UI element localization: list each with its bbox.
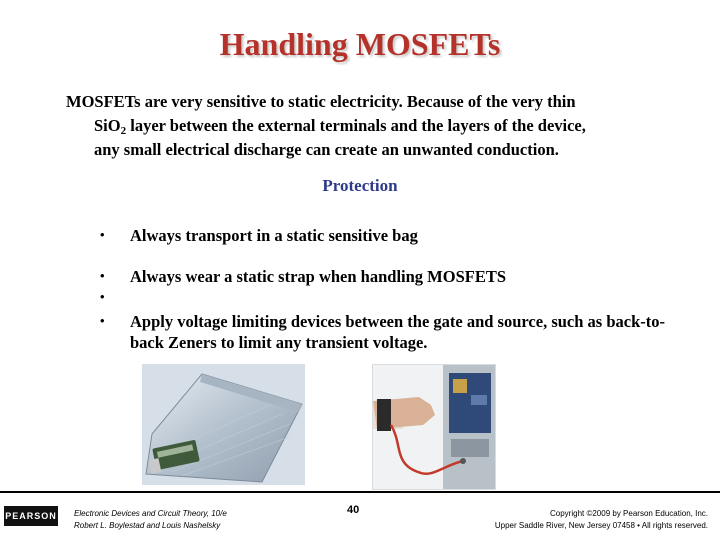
static-bag-photo [142,364,305,485]
intro-o: O [107,116,121,135]
protection-heading: Protection [322,176,398,195]
copyright-line-2: Upper Saddle River, New Jersey 07458 • All rights reserved. [494,521,708,530]
intro-subscript: 2 [120,125,127,137]
bullet-marker: • [100,227,105,242]
intro-line-2-rest: layer between the external terminals and the layers of the device, [126,116,586,135]
bullet-marker: • [100,289,105,304]
intro-line-2 [66,114,666,138]
book-citation [74,508,227,532]
pearson-logo: PEARSON [4,506,58,526]
bullet-static-strap: Always wear a static strap when handling MOSFETS [130,267,507,286]
static-strap-photo [372,364,496,490]
intro-line-3: any small electrical discharge can create an unwanted conduction. [94,140,559,159]
bullet-voltage-limiting: Apply voltage limiting devices between the gate and source, such as back-to-back Zeners to limit any transient voltage. [130,312,666,352]
bullet-static-bag: Always transport in a static sensitive bag [130,226,418,245]
intro-si: Si [94,116,108,135]
copyright-line-1: Copyright ©2009 by Pearson Education, Inc. [550,509,708,518]
static-strap-illustration [373,365,496,490]
bullet-marker: • [100,268,105,283]
copyright-notice [495,508,708,532]
bullet-marker: • [100,313,105,328]
page-number: 40 [347,504,360,516]
static-bag-illustration [142,364,305,485]
book-title: Electronic Devices and Circuit Theory, 10/e [74,509,227,518]
intro-line-1: MOSFETs are very sensitive to static electricity. Because of the very thin [66,92,576,111]
intro-paragraph [66,90,666,162]
footer-divider [0,491,720,493]
slide-title: Handling MOSFETs [219,26,501,62]
book-authors: Robert L. Boylestad and Louis Nashelsky [74,521,221,530]
